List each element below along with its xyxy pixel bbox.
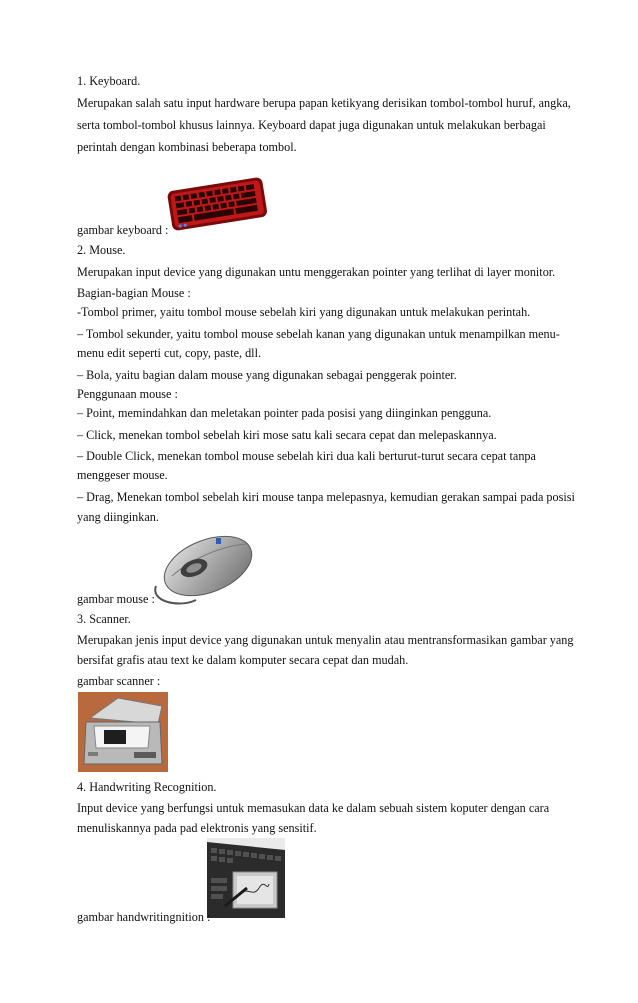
mouse-text-line: – Point, memindahkan dan meletakan pointer pada posisi yang diinginkan pengguna. [77, 406, 492, 420]
keyboard-caption: gambar keyboard : [77, 223, 169, 237]
scanner-text-line: Merupakan jenis input device yang digunakan untuk menyalin atau mentransformasikan gambar yang [77, 633, 574, 647]
handwriting-text-line: Input device yang berfungsi untuk memasukan data ke dalam sebuah sistem koputer dengan cara [77, 801, 550, 815]
mouse-caption: gambar mouse : [77, 592, 155, 606]
keyboard-text-line: Merupakan salah satu input hardware berupa papan ketikyang derisikan tombol-tombol huruf, angka, [77, 96, 571, 110]
mouse-text-line: Penggunaan mouse : [77, 387, 178, 401]
handwriting-heading: 4. Handwriting Recognition. [77, 780, 217, 794]
mouse-text-line: -Tombol primer, yaitu tombol mouse sebelah kiri yang digunakan untuk melakukan perintah. [77, 305, 531, 319]
mouse-text-line: yang diinginkan. [77, 510, 159, 524]
scanner-heading: 3. Scanner. [77, 612, 131, 626]
mouse-text-line: – Double Click, menekan tombol mouse sebelah kiri dua kali berturut-turut secara cepat tanpa [77, 449, 536, 463]
mouse-image [150, 524, 256, 608]
scanner-caption: gambar scanner : [77, 674, 161, 688]
keyboard-text-line: perintah dengan kombinasi beberapa tombol. [77, 140, 297, 154]
mouse-text-line: menu edit seperti cut, copy, paste, dll. [77, 346, 262, 360]
handwriting-text-line: menuliskannya pada pad elektronis yang sensitif. [77, 821, 317, 835]
mouse-text-line: Merupakan input device yang digunakan untu menggerakan pointer yang terlihat di layer monitor. [77, 265, 556, 279]
mouse-text-line: Bagian-bagian Mouse : [77, 286, 191, 300]
scanner-image [78, 692, 168, 772]
mouse-text-line: – Drag, Menekan tombol sebelah kiri mouse tanpa melepasnya, kemudian gerakan sampai pada posisi [77, 490, 575, 504]
mouse-text-line: – Tombol sekunder, yaitu tombol mouse sebelah kanan yang digunakan untuk menampilkan menu- [77, 327, 560, 341]
mouse-heading: 2. Mouse. [77, 243, 126, 257]
handwriting-pad-image [207, 838, 285, 918]
scanner-text-line: bersifat grafis atau text ke dalam komputer secara cepat dan mudah. [77, 653, 409, 667]
mouse-text-line: – Click, menekan tombol sebelah kiri mose satu kali secara cepat dan melepaskannya. [77, 428, 497, 442]
keyboard-heading: 1. Keyboard. [77, 74, 141, 88]
keyboard-text-line: serta tombol-tombol khusus lainnya. Keyboard dapat juga digunakan untuk melakukan berbagai [77, 118, 546, 132]
keyboard-image [163, 172, 271, 232]
mouse-text-line: – Bola, yaitu bagian dalam mouse yang digunakan sebagai penggerak pointer. [77, 368, 457, 382]
handwriting-caption: gambar handwritingnition : [77, 910, 211, 924]
mouse-text-line: menggeser mouse. [77, 468, 168, 482]
